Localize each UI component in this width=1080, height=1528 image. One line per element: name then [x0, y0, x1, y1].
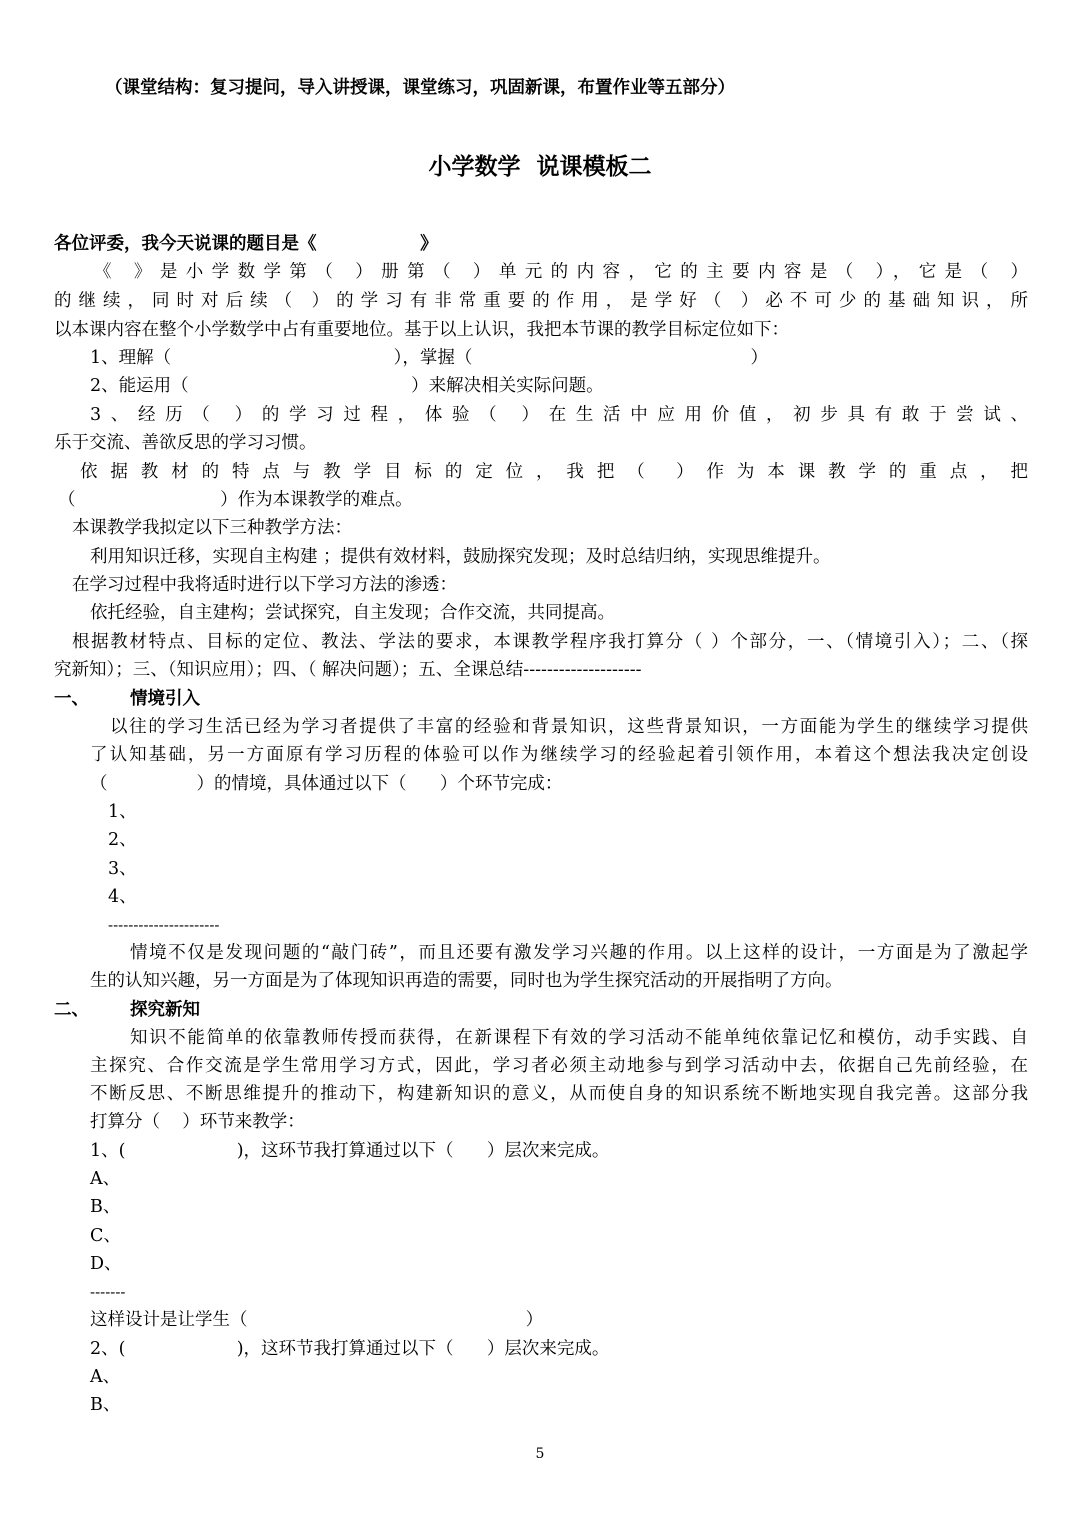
learning-methods-intro: 在学习过程中我将适时进行以下学习方法的渗透： — [72, 575, 457, 595]
section-1-paragraph-line-3: （ ）的情境，具体通过以下（ ）个环节完成： — [90, 774, 563, 794]
section-2-separator: ------- — [90, 1283, 126, 1301]
section-2-title: 探究新知 — [130, 1000, 200, 1020]
goal-2: 2、能运用（ ）来解决相关实际问题。 — [90, 376, 604, 396]
goal-3-line-2: 乐于交流、善欲反思的学习习惯。 — [54, 433, 317, 453]
section-2-step-1-item-d: D、 — [90, 1254, 122, 1274]
section-1-step-2: 2、 — [108, 830, 137, 850]
teaching-methods-list: 利用知识迁移，实现自主构建 ；提供有效材料，鼓励探究发现；及时总结归纳，实现思维提升。 — [90, 547, 831, 567]
section-2-step-1-item-c: C、 — [90, 1226, 121, 1246]
section-1-closing-line-2: 生的认知兴趣，另一方面是为了体现知识再造的需要，同时也为学生探究活动的开展指明了方向。 — [90, 971, 843, 991]
section-1-title: 情境引入 — [130, 689, 200, 709]
learning-methods-list: 依托经验，自主建构；尝试探究，自主发现；合作交流，共同提高。 — [90, 603, 615, 623]
section-1-paragraph-line-2: 了认知基础，另一方面原有学习历程的体验可以作为继续学习的经验起着引领作用，本着这个想法我决定创设 — [90, 745, 1028, 765]
teaching-methods-intro: 本课教学我拟定以下三种教学方法： — [72, 518, 352, 538]
section-2-paragraph-line-3: 不断反思、不断思维提升的推动下，构建新知识的意义，从而使自身的知识系统不断地实现自我完善。这部分我 — [90, 1084, 1028, 1104]
class-structure-note: （课堂结构：复习提问，导入讲授课，课堂练习，巩固新课，布置作业等五部分） — [105, 78, 735, 98]
section-1-closing-line-1: 情境不仅是发现问题的“敲门砖”，而且还要有激发学习兴趣的作用。以上这样的设计，一方面是为了激起学 — [130, 943, 1028, 963]
section-2-step-1-item-a: A、 — [90, 1169, 121, 1189]
section-2-design-note: 这样设计是让学生（ ） — [90, 1310, 544, 1330]
section-1-paragraph-line-1: 以往的学习生活已经为学习者提供了丰富的经验和背景知识，这些背景知识，一方面能为学生的继续学习提供 — [110, 717, 1028, 737]
page-title: 小学数学 说课模板二 — [428, 154, 652, 180]
section-2-step-2-item-a: A、 — [90, 1367, 121, 1387]
intro-paragraph-line-3: 以本课内容在整个小学数学中占有重要地位。基于以上认识，我把本节课的教学目标定位如下： — [54, 320, 789, 340]
section-1-separator: ---------------------- — [108, 916, 220, 934]
section-1-step-3: 3、 — [108, 859, 137, 879]
goal-1: 1、理解（ ），掌握（ ） — [90, 348, 769, 368]
intro-paragraph-line-1: 《 》是小学数学第（ ）册第（ ）单元的内容，它的主要内容是（ ），它是（ ） — [94, 262, 1028, 282]
section-2-paragraph-line-4: 打算分（ ）环节来教学： — [90, 1112, 305, 1132]
page-number: 5 — [535, 1446, 545, 1462]
section-2-step-1-item-b: B、 — [90, 1197, 121, 1217]
section-1-step-4: 4、 — [108, 887, 137, 907]
section-2-step-2-item-b: B、 — [90, 1395, 121, 1415]
procedure-line-2: 究新知）；三、（知识应用）；四、（ 解决问题）；五、全课总结-------------------- — [54, 660, 642, 680]
section-1-number: 一、 — [54, 689, 89, 709]
intro-paragraph-line-2: 的继续，同时对后续（ ）的学习有非常重要的作用，是学好（ ）必不可少的基础知识，所 — [54, 291, 1028, 311]
section-2-step-1: 1、( )，这环节我打算通过以下（ ）层次来完成。 — [90, 1141, 610, 1161]
keypoint-line-1: 依据教材的特点与教学目标的定位，我把（ ）作为本课教学的重点，把 — [80, 462, 1028, 482]
section-2-paragraph-line-1: 知识不能简单的依靠教师传授而获得，在新课程下有效的学习活动不能单纯依靠记忆和模仿，动手实践、自 — [130, 1028, 1028, 1048]
section-2-number: 二、 — [54, 1000, 89, 1020]
keypoint-line-2: （ ）作为本课教学的难点。 — [58, 490, 413, 510]
section-2-paragraph-line-2: 主探究、合作交流是学生常用学习方式，因此，学习者必须主动地参与到学习活动中去，依据自己先前经验，在 — [90, 1056, 1028, 1076]
goal-3-line-1: 3、经历（ ）的学习过程，体验（ ）在生活中应用价值，初步具有敢于尝试、 — [90, 405, 1028, 425]
procedure-line-1: 根据教材特点、目标的定位、教法、学法的要求，本课教学程序我打算分（ ）个部分，一、（情境引入）；二、（探 — [72, 632, 1028, 652]
greeting-line: 各位评委，我今天说课的题目是《 》 — [54, 234, 438, 254]
section-1-step-1: 1、 — [108, 802, 137, 822]
section-2-step-2: 2、( )，这环节我打算通过以下（ ）层次来完成。 — [90, 1339, 610, 1359]
